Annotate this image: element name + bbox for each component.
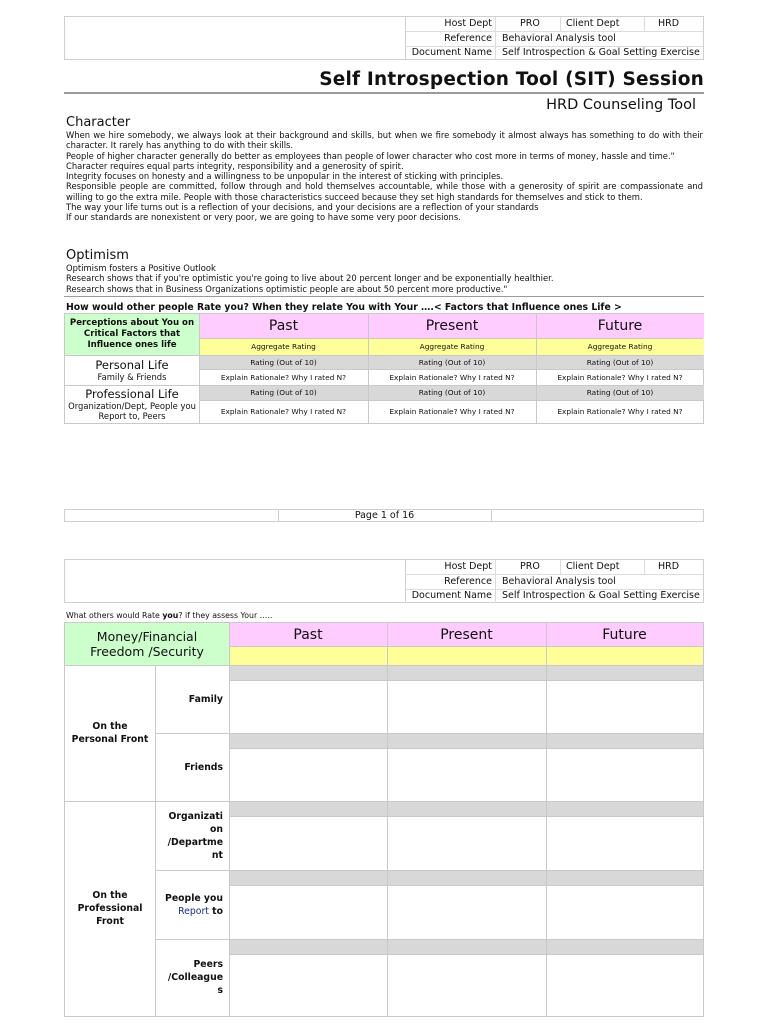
family-label: Family — [188, 693, 223, 705]
host-dept-label: Host Dept — [444, 18, 492, 29]
table1-col-future: Future — [536, 314, 704, 338]
table2-col-past: Past — [229, 623, 387, 646]
page-subtitle: HRD Counseling Tool — [546, 97, 696, 113]
personal-rationale-present[interactable]: Explain Rationale? Why I rated N? — [389, 372, 515, 382]
header-row-dept — [406, 560, 703, 575]
page2-question-suffix: ? if they assess Your ….. — [178, 611, 273, 620]
host-dept-label: Host Dept — [444, 561, 492, 572]
table2-aggregate-past — [229, 646, 387, 665]
professional-rating-present: Rating (Out of 10) — [368, 385, 536, 400]
professional-life-subtitle: Organization/Dept, People you Report to, Peers — [68, 400, 196, 421]
page2-question — [66, 611, 272, 620]
report-link[interactable]: Report — [178, 905, 209, 917]
document-name-label: Document Name — [411, 47, 492, 58]
personal-life-subtitle: Family & Friends — [97, 372, 167, 382]
people-report-label — [155, 870, 229, 939]
character-paragraph: When we hire somebody, we always look at their background and skills, but when we fire somebody it almost always has something to do with their character. It rarely has anything to do with their skills. — [66, 130, 703, 151]
host-dept-value: PRO — [520, 18, 540, 29]
people-report-suffix: to — [208, 905, 223, 917]
friends-label: Friends — [184, 761, 223, 773]
personal-life-label — [65, 355, 199, 385]
table2-aggregate-present — [387, 646, 546, 665]
personal-rationale-past[interactable]: Explain Rationale? Why I rated N? — [220, 372, 347, 382]
table2-aggregate-future — [546, 646, 703, 665]
optimism-paragraph: Optimism fosters a Positive Outlook — [66, 263, 216, 273]
personal-rating-present: Rating (Out of 10) — [368, 355, 536, 369]
document-name-value: Self Introspection & Goal Setting Exercise — [502, 590, 700, 601]
organization-label: Organizati on /Departme nt — [167, 810, 223, 861]
header-grid — [405, 17, 703, 59]
reference-value: Behavioral Analysis tool — [502, 33, 616, 44]
financial-table — [64, 622, 704, 1017]
page-title: Self Introspection Tool (SIT) Session — [319, 69, 704, 90]
table2-col-present: Present — [387, 623, 546, 646]
page2-question-prefix: What others would Rate — [66, 611, 163, 620]
reference-label: Reference — [444, 33, 492, 44]
optimism-heading: Optimism — [66, 248, 129, 263]
table1-col-past: Past — [199, 314, 368, 338]
rating-question: How would other people Rate you? When they relate You with Your ….< Factors that Influence ones Life > — [66, 302, 622, 313]
title-divider — [64, 92, 704, 94]
table1-aggregate-future: Aggregate Rating — [536, 338, 704, 355]
client-dept-label: Client Dept — [566, 18, 620, 29]
header-box-page1 — [64, 16, 704, 60]
document-name-label: Document Name — [411, 590, 492, 601]
professional-rating-past: Rating (Out of 10) — [199, 385, 368, 400]
character-paragraph: Character requires equal parts integrity, responsibility and a generosity of spirit. — [66, 160, 404, 171]
host-dept-value: PRO — [520, 561, 540, 572]
table2-corner-header: Money/Financial Freedom /Security — [65, 623, 229, 665]
personal-rating-future: Rating (Out of 10) — [536, 355, 704, 369]
table1-aggregate-present: Aggregate Rating — [368, 338, 536, 355]
optimism-body — [66, 263, 703, 294]
personal-front-label: On the Personal Front — [71, 721, 149, 745]
character-paragraph: Responsible people are committed, follow through and hold themselves accountable, while those with a generosity of spirit are compassionate and willing to go the extra mile. People with those characteristics succeed because they set high standards for themselves and stick to them. — [66, 181, 703, 202]
personal-rating-past: Rating (Out of 10) — [199, 355, 368, 369]
peers-label: Peers /Colleague s — [167, 959, 223, 996]
table1-aggregate-past: Aggregate Rating — [199, 338, 368, 355]
people-rating-strip — [229, 870, 703, 885]
character-paragraph: If our standards are nonexistent or very poor, we are going to have some very poor decisions. — [66, 212, 461, 223]
client-dept-value: HRD — [658, 18, 680, 29]
reference-label: Reference — [444, 576, 492, 587]
character-paragraph: People of higher character generally do better as employees than people of lower character who cost more in terms of money, hassle and time." — [66, 150, 675, 161]
header-box-page2 — [64, 559, 704, 603]
professional-life-title: Professional Life — [85, 386, 179, 401]
table2-col-future: Future — [546, 623, 703, 646]
page-number: Page 1 of 16 — [354, 510, 415, 521]
professional-rating-future: Rating (Out of 10) — [536, 385, 704, 400]
page2-question-you: you — [162, 611, 179, 620]
client-dept-value: HRD — [658, 561, 680, 572]
header-row-document — [406, 46, 703, 60]
family-rating-strip — [229, 665, 703, 680]
document-name-value: Self Introspection & Goal Setting Exercise — [502, 47, 700, 58]
personal-life-title: Personal Life — [95, 358, 169, 372]
page-footer — [64, 509, 704, 522]
optimism-paragraph: Research shows that in Business Organizations optimistic people are about 50 percent more productive." — [66, 283, 508, 294]
header-grid — [405, 560, 703, 602]
header-row-document — [406, 589, 703, 603]
organization-rating-strip — [229, 801, 703, 816]
header-row-reference — [406, 32, 703, 47]
question-divider — [64, 296, 704, 297]
optimism-paragraph: Research shows that if you're optimistic you're going to live about 20 percent longer and be exponentially healthier. — [66, 273, 554, 284]
friends-rating-strip — [229, 733, 703, 748]
personal-rationale-future[interactable]: Explain Rationale? Why I rated N? — [557, 372, 683, 382]
perception-table — [64, 313, 704, 424]
table1-corner-header: Perceptions about You on Critical Factors that Influence ones life — [65, 314, 199, 355]
people-report-prefix: People you — [165, 892, 223, 904]
professional-front-label: On the Professional Front — [77, 890, 143, 927]
table1-col-present: Present — [368, 314, 536, 338]
character-body — [66, 130, 703, 223]
client-dept-label: Client Dept — [566, 561, 620, 572]
professional-rationale-present[interactable]: Explain Rationale? Why I rated N? — [389, 407, 515, 416]
professional-life-label — [65, 385, 199, 423]
professional-rationale-past[interactable]: Explain Rationale? Why I rated N? — [220, 407, 347, 416]
reference-value: Behavioral Analysis tool — [502, 576, 616, 587]
character-paragraph: The way your life turns out is a reflection of your decisions, and your decisions are a reflection of your standards — [66, 202, 539, 213]
character-heading: Character — [66, 115, 131, 130]
professional-rationale-future[interactable]: Explain Rationale? Why I rated N? — [557, 407, 683, 416]
character-paragraph: Integrity focuses on honesty and a willingness to be unpopular in the interest of sticking with principles. — [66, 171, 504, 182]
peers-rating-strip — [229, 939, 703, 954]
header-row-dept — [406, 17, 703, 32]
header-row-reference — [406, 575, 703, 590]
